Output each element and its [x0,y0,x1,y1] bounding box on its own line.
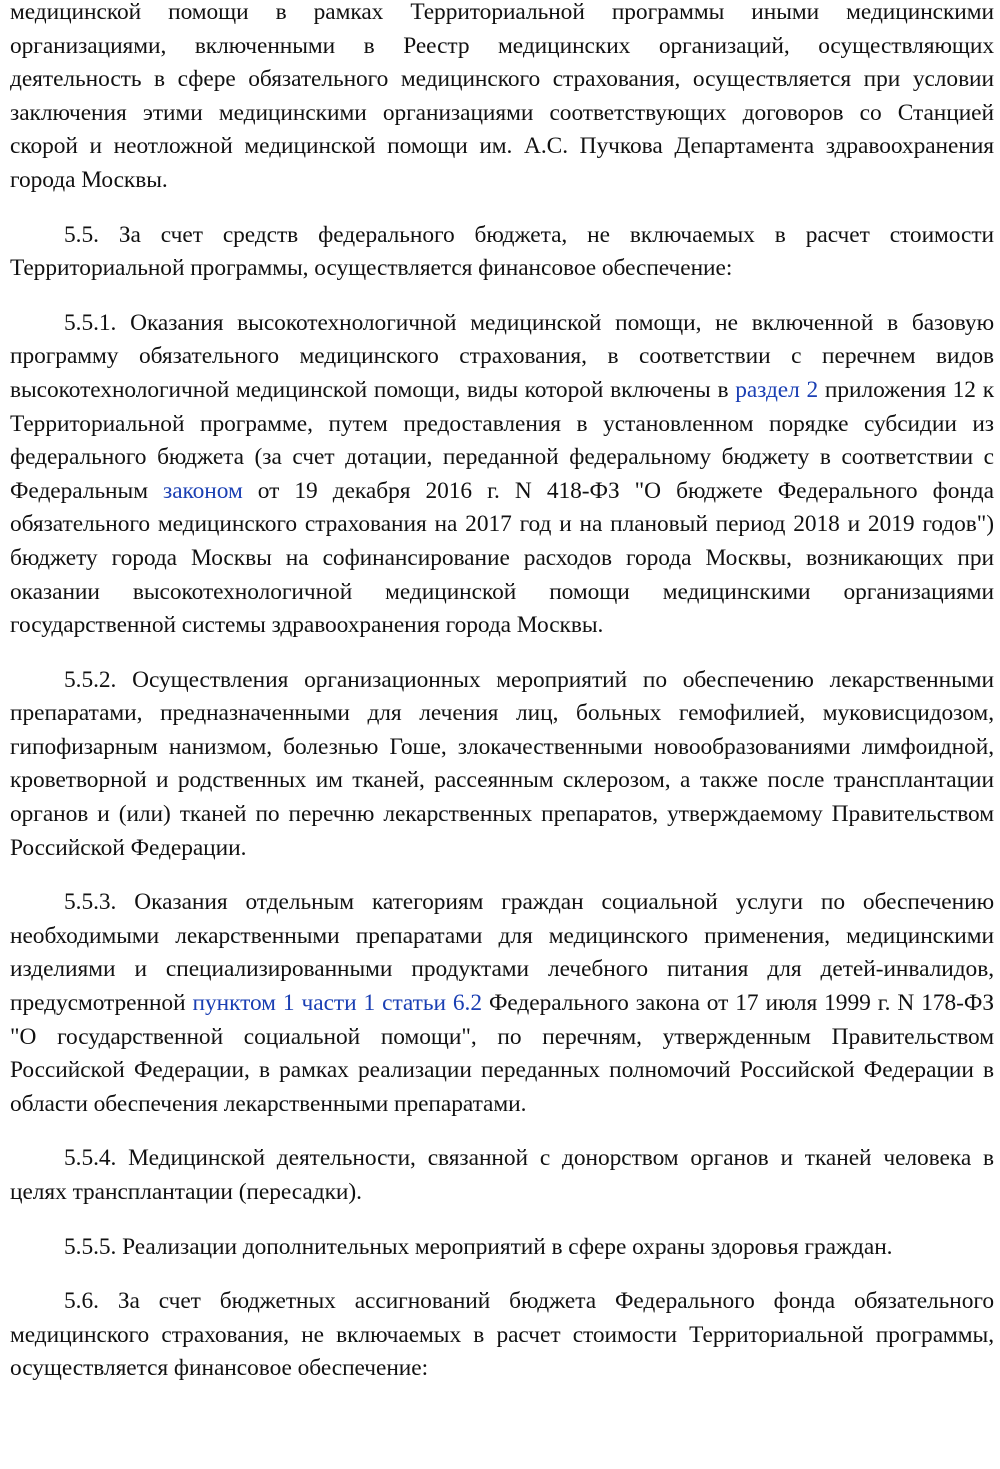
text-segment: Федерального закона от 17 июля 1999 г. N 178-ФЗ "О государственной социальной помощи", по перечням, утвержденным Правительством Российской Федерации, в рамках реализации переданных полномочий Российской Федерации в области обеспечения лекарственными препаратами. [10,990,994,1117]
text-segment: 5.5.5. Реализации дополнительных мероприятий в сфере охраны здоровья граждан. [64,1233,893,1260]
paragraph-5-5 [10,219,994,286]
text-segment: от 19 декабря 2016 г. N 418-ФЗ "О бюджете Федерального фонда обязательного медицинского страхования на 2017 год и на плановый период 2018 и 2019 годов") бюджету города Москвы на софинансирование расходов города Москвы, возникающих при оказании высокотехнологичной медицинской помощи медицинскими организациями государственной системы здравоохранения города Москвы. [10,477,994,639]
link-federal-law[interactable]: законом [163,477,243,504]
text-segment: медицинской помощи в рамках Территориальной программы иными медицинскими организациями, включенными в Реестр медицинских организаций, осуществляющих деятельность в сфере обязательного медицинского страхования, осуществляется при условии заключения этими медицинскими организациями соответствующих договоров со Станцией скорой и неотложной медицинской помощи им. А.С. Пучкова Департамента здравоохранения города Москвы. [10,0,994,193]
paragraph-5-5-2 [10,664,994,866]
paragraph-continued [10,0,994,198]
link-section-2[interactable]: раздел 2 [735,376,819,403]
paragraph-5-5-4 [10,1142,994,1209]
text-segment: 5.5.4. Медицинской деятельности, связанной с донорством органов и тканей человека в целях трансплантации (пересадки). [10,1145,994,1205]
paragraph-5-5-1 [10,307,994,643]
paragraph-5-6 [10,1285,994,1386]
text-segment: 5.5.3. Оказания отдельным категориям граждан социальной услуги по обеспечению необходимыми лекарственными препаратами для медицинского применения, медицинскими изделиями и специализированными продуктами лечебного питания для детей-инвалидов, предусмотренной [10,889,994,1017]
text-segment: 5.5.1. Оказания высокотехнологичной медицинской помощи, не включенной в базовую программу обязательного медицинского страхования, в соответствии с перечнем видов высокотехнологичной медицинской помощи, виды которой включены в [10,309,994,403]
text-segment: 5.5.2. Осуществления организационных мероприятий по обеспечению лекарственными препаратами, предназначенными для лечения лиц, больных гемофилией, муковисцидозом, гипофизарным нанизмом, болезнью Гоше, злокачественными новообразованиями лимфоидной, кроветворной и родственных им тканей, рассеянным склерозом, а также после трансплантации органов и (или) тканей по перечню лекарственных препаратов, утверждаемому Правительством Российской Федерации. [10,666,994,861]
paragraph-5-5-5 [10,1231,994,1265]
text-segment: 5.5. За счет средств федерального бюджета, не включаемых в расчет стоимости Территориальной программы, осуществляется финансовое обеспечение: [10,221,994,282]
text-segment: приложения 12 к Территориальной программе, путем предоставления в установленном порядке субсидии из федерального бюджета (за счет дотации, переданной федеральному бюджету в соответствии с Федеральным [10,376,995,504]
link-article-6-2[interactable]: пунктом 1 части 1 статьи 6.2 [192,990,482,1017]
text-segment: 5.6. За счет бюджетных ассигнований бюджета Федерального фонда обязательного медицинского страхования, не включаемых в расчет стоимости Территориальной программы, осуществляется финансовое обеспечение: [10,1288,994,1382]
paragraph-5-5-3 [10,886,994,1121]
